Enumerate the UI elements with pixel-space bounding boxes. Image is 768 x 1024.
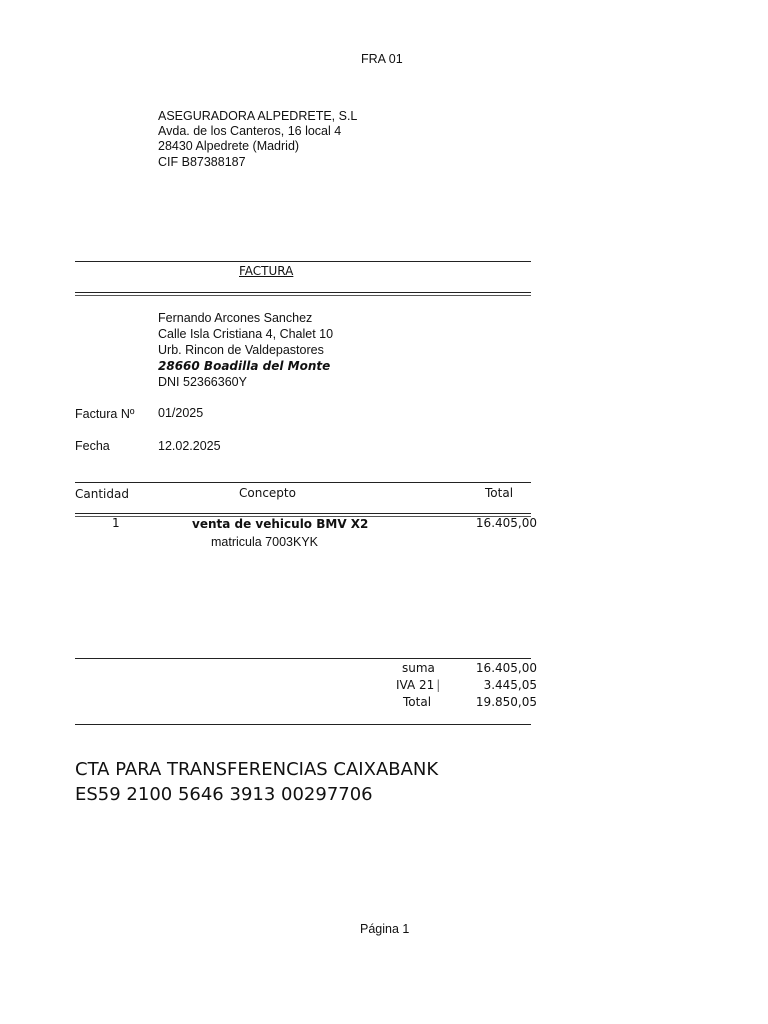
invoice-number-label: Factura Nº <box>75 407 135 421</box>
vat-value: 3.445,05 <box>483 678 537 692</box>
issuer-address-line1: Avda. de los Canteros, 16 local 4 <box>158 124 342 138</box>
total-value: 19.850,05 <box>475 695 537 709</box>
document-title: FACTURA <box>239 264 294 278</box>
document-ref: FRA 01 <box>361 52 403 66</box>
divider-title-bottom <box>75 292 531 293</box>
totals-divider-top <box>75 658 531 659</box>
table-divider-header <box>75 513 531 514</box>
bank-account-iban: ES59 2100 5646 3913 00297706 <box>75 784 373 805</box>
totals-divider-bottom <box>75 724 531 725</box>
header-total: Total <box>485 486 514 500</box>
client-dni: DNI 52366360Y <box>158 375 247 389</box>
client-name: Fernando Arcones Sanchez <box>158 311 313 325</box>
page-number: Página 1 <box>360 922 410 936</box>
row-qty: 1 <box>112 516 120 530</box>
header-concept: Concepto <box>239 486 296 500</box>
client-street: Calle Isla Cristiana 4, Chalet 10 <box>158 327 334 341</box>
issuer-address-line2: 28430 Alpedrete (Madrid) <box>158 139 300 153</box>
client-area: Urb. Rincon de Valdepastores <box>158 343 324 357</box>
client-city: 28660 Boadilla del Monte <box>158 359 331 373</box>
row-total: 16.405,00 <box>475 516 537 530</box>
row-concept-line2: matricula 7003KYK <box>211 535 319 549</box>
row-concept: venta de vehiculo BMV X2 <box>192 517 369 531</box>
sum-value: 16.405,00 <box>475 661 537 675</box>
invoice-date: 12.02.2025 <box>158 439 221 453</box>
divider-top <box>75 261 531 262</box>
table-divider-top <box>75 482 531 483</box>
sum-label: suma <box>402 661 435 675</box>
invoice-number: 01/2025 <box>158 406 204 420</box>
invoice-date-label: Fecha <box>75 439 110 453</box>
vat-label: IVA 21 | <box>396 678 441 692</box>
header-qty: Cantidad <box>75 487 129 501</box>
issuer-name: ASEGURADORA ALPEDRETE, S.L <box>158 109 358 123</box>
total-label: Total <box>403 695 432 709</box>
bank-account-title: CTA PARA TRANSFERENCIAS CAIXABANK <box>75 759 439 780</box>
issuer-cif: CIF B87388187 <box>158 155 246 169</box>
